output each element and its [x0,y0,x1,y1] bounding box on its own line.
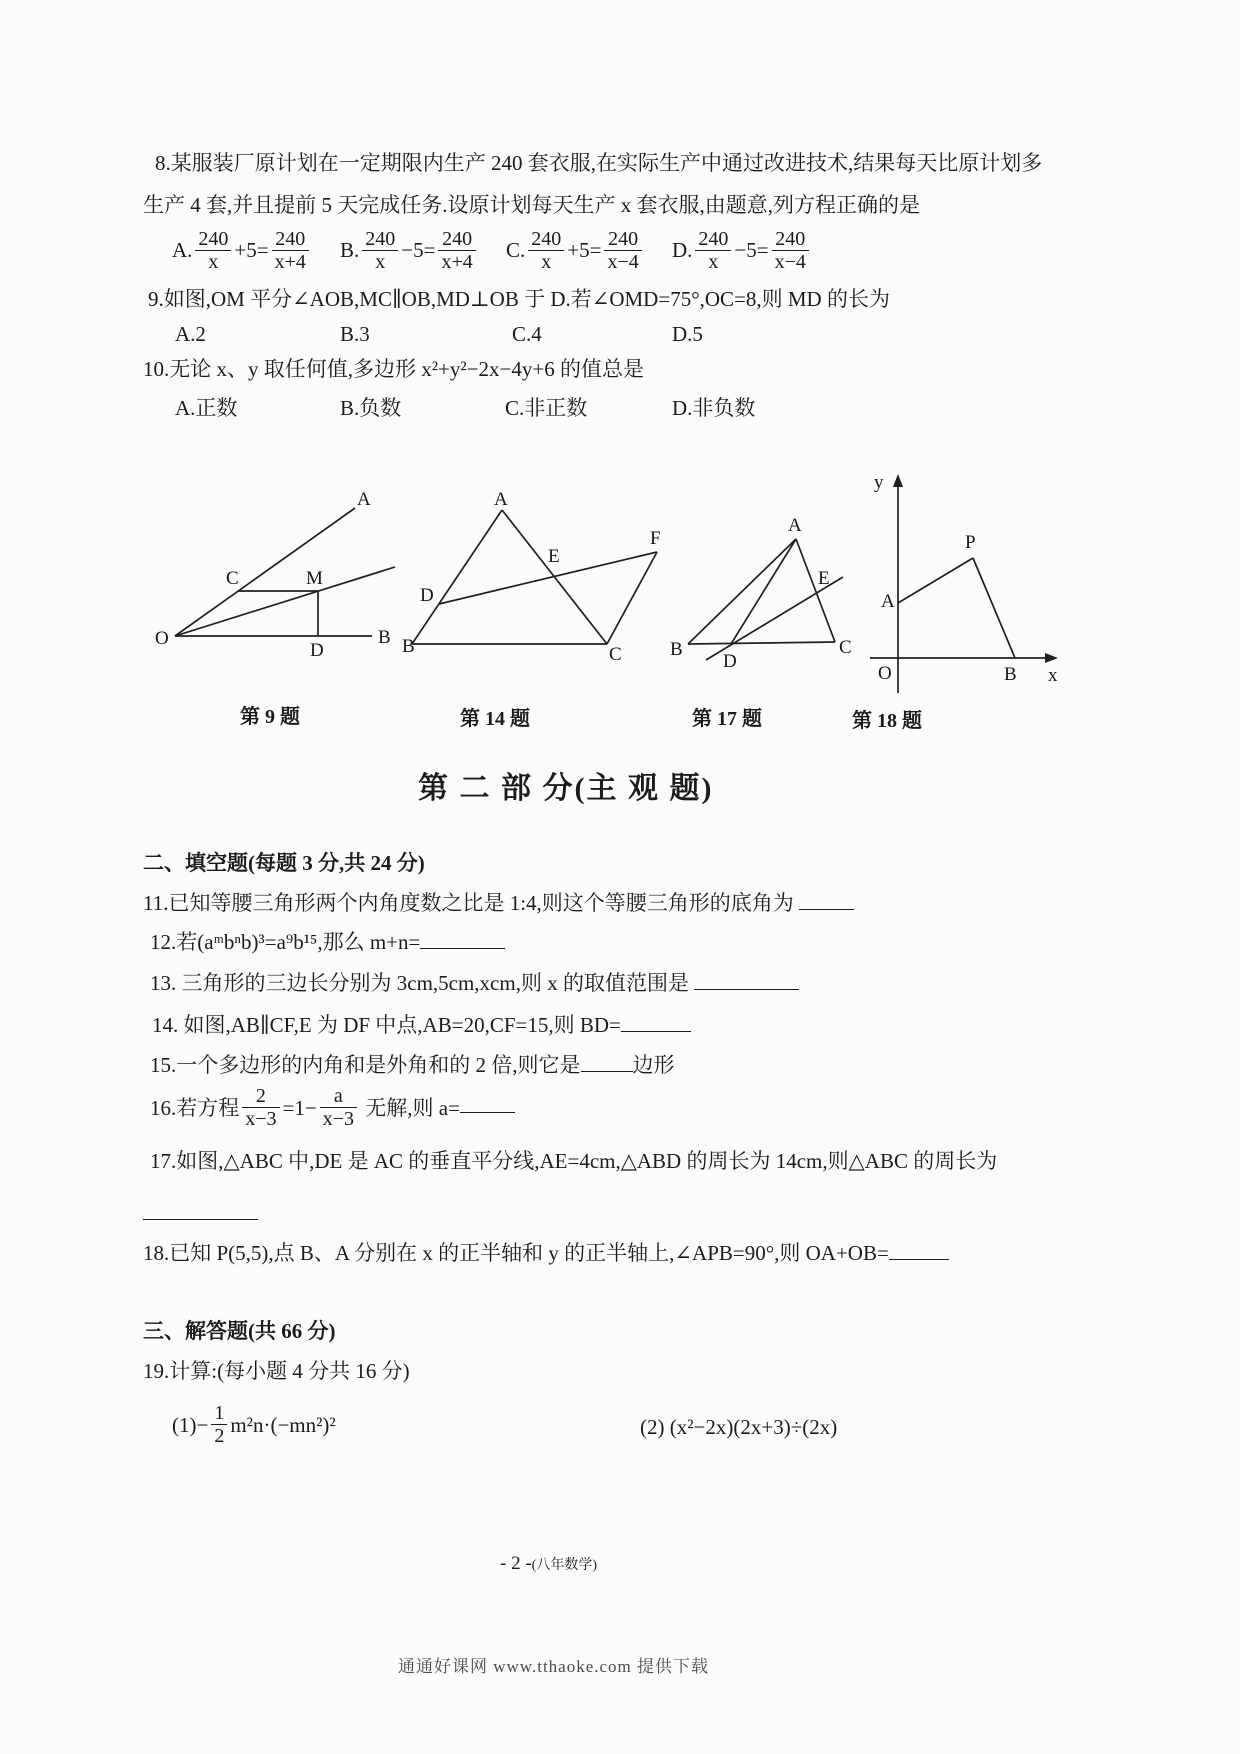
fraction [604,228,641,274]
q18-label: 18.已知 P(5,5),点 B、A 分别在 x 的正半轴和 y 的正半轴上,∠APB=90°,则 OA+OB= [143,1241,889,1266]
q19-1-expression: m²n·(−mn²)² [230,1412,336,1437]
figure-q17 [668,514,873,689]
figure-q17-line-AD [731,539,796,644]
q15-text [150,1050,675,1078]
q19-item-2: (2) (x²−2x)(2x+3)÷(2x) [640,1415,838,1439]
fraction-denominator: 2 [211,1424,227,1447]
fraction-denominator: x−4 [772,250,809,273]
point-label: O [155,628,169,649]
q9-text: 9.如图,OM 平分∠AOB,MC∥OB,MD⊥OB 于 D.若∠OMD=75°,OC=8,则 MD 的长为 [148,287,890,311]
point-label: C [839,637,852,658]
point-label: C [226,568,239,589]
q8-text-line2: 生产 4 套,并且提前 5 天完成任务.设原计划每天生产 x 套衣服,由题意,列方程正确的是 [143,193,920,217]
point-label: A [357,489,371,510]
q9-option-a: A.2 [175,322,206,346]
figure-q18-line-PB [973,558,1015,658]
q10-option-a: A.正数 [175,396,238,420]
q19-item-1 [172,1402,336,1448]
q17-blank [143,1198,258,1220]
fraction [195,228,231,274]
q17-blank-row [143,1198,258,1226]
q18-blank [889,1238,949,1260]
figure-q18-caption: 第 18 题 [852,710,922,732]
q8-option-a-op: +5= [234,238,269,263]
q16-text [150,1085,515,1131]
point-label: E [548,546,560,567]
q10-option-b: B.负数 [340,396,402,420]
q19-head: 19.计算:(每小题 4 分共 16 分) [143,1359,410,1383]
q8-option-b-op: −5= [401,238,436,263]
q12-blank [420,927,505,949]
fraction [695,228,731,274]
figure-q14-caption: 第 14 题 [460,708,530,730]
q16-label-mid: =1− [282,1095,317,1120]
point-label: O [878,663,892,684]
q11-blank [799,888,854,910]
part2-heading: 第 二 部 分(主 观 题) [418,772,714,805]
point-label: D [310,640,324,661]
fraction-numerator: 240 [608,228,639,250]
page-number-label: (八年数学) [531,1558,597,1573]
q13-blank [694,968,799,990]
q16-label-pre: 16.若方程 [150,1095,240,1120]
fraction-denominator: x−4 [604,250,641,273]
page-number: - 2 - [500,1553,532,1574]
q8-option-b-label: B. [340,238,360,263]
point-label: B [378,627,391,648]
page-footer [500,1553,597,1575]
figure-q17-line-AC [796,539,835,642]
q14-text [152,1010,691,1038]
fraction-numerator: 240 [442,228,473,250]
point-label: B [402,636,415,657]
fraction [438,228,475,274]
q8-option-d-op: −5= [734,238,769,263]
q8-option-d-label: D. [672,238,693,263]
figure-q14-line-CF [607,552,657,644]
q15-blank [581,1050,633,1072]
q17-text: 17.如图,△ABC 中,DE 是 AC 的垂直平分线,AE=4cm,△ABD 的周长为 14cm,则△ABC 的周长为 [150,1149,998,1173]
fraction-numerator: a [333,1085,343,1107]
q15-label-pre: 15.一个多边形的内角和是外角和的 2 倍,则它是 [150,1053,581,1078]
figure-q17-line-AB [688,539,796,644]
q8-option-a [172,228,312,274]
q10-text: 10.无论 x、y 取任何值,多边形 x²+y²−2x−4y+6 的值总是 [143,357,644,381]
fraction [362,228,398,274]
axis-label: y [874,472,884,493]
figure-q14 [402,492,677,677]
solve-section-header: 三、解答题(共 66 分) [143,1319,336,1343]
q8-option-a-label: A. [172,238,193,263]
q8-option-c-op: +5= [567,238,602,263]
fraction-denominator: x [195,250,231,273]
q14-label: 14. 如图,AB∥CF,E 为 DF 中点,AB=20,CF=15,则 BD= [152,1013,621,1038]
figure-q18-x-arrow [1045,653,1058,663]
fraction-denominator: x−3 [320,1107,357,1130]
q10-option-d: D.非负数 [672,396,756,420]
q10-option-c: C.非正数 [505,396,588,420]
fraction-denominator: x+4 [438,250,475,273]
q13-label: 13. 三角形的三边长分别为 3cm,5cm,xcm,则 x 的取值范围是 [150,971,689,996]
fraction-numerator: 240 [775,228,806,250]
q13-text [150,968,799,996]
point-label: A [494,492,508,510]
figure-q17-line-DE [706,577,843,660]
q16-label-post: 无解,则 a= [365,1095,460,1120]
fraction-numerator: 240 [275,228,306,250]
figure-q17-line-BC [688,642,835,644]
axis-label: x [1048,665,1058,686]
point-label: P [965,532,976,553]
q15-label-post: 边形 [632,1053,675,1078]
q11-label: 11.已知等腰三角形两个内角度数之比是 1:4,则这个等腰三角形的底角为 [143,891,794,916]
q9-option-c: C.4 [512,322,542,346]
q11-text [143,888,854,916]
q8-text-line1: 8.某服装厂原计划在一定期限内生产 240 套衣服,在实际生产中通过改进技术,结果每天比原计划多 [155,151,1043,175]
fraction-denominator: x [362,250,398,273]
fill-section-header: 二、填空题(每题 3 分,共 24 分) [143,851,425,875]
q9-option-d: D.5 [672,322,703,346]
fraction-numerator: 240 [198,228,229,250]
q19-1-label: (1)− [172,1412,209,1437]
fraction-numerator: 1 [214,1402,225,1424]
fraction [211,1402,227,1448]
point-label: C [609,644,622,665]
q8-option-d [672,228,812,274]
figure-q9-caption: 第 9 题 [240,706,300,728]
figure-q18-y-arrow [893,474,903,487]
point-label: B [670,639,683,660]
figure-q9-ray-OA [175,508,355,636]
point-label: F [650,528,661,549]
fraction-denominator: x [528,250,564,273]
q8-option-b [340,228,479,274]
figure-q14-line-AB [412,510,502,644]
q18-text [143,1238,949,1266]
fraction-denominator: x+4 [272,250,309,273]
fraction [772,228,809,274]
q14-blank [621,1010,691,1032]
fraction [320,1085,357,1131]
fraction [272,228,309,274]
point-label: D [420,585,434,606]
point-label: M [306,568,323,589]
fraction [242,1085,279,1131]
point-label: D [723,651,737,672]
figure-q9 [150,478,402,678]
figure-q9-ray-OM [175,567,395,636]
figure-q18 [868,468,1068,703]
point-label: A [788,515,802,536]
fraction-numerator: 240 [698,228,729,250]
q8-option-c [506,228,645,274]
watermark-text: 通通好课网 www.tthaoke.com 提供下载 [398,1657,710,1676]
fraction [528,228,564,274]
figure-q17-caption: 第 17 题 [692,708,762,730]
q9-option-b: B.3 [340,322,370,346]
fraction-numerator: 240 [531,228,562,250]
q12-label: 12.若(aᵐbⁿb)³=a⁹b¹⁵,那么 m+n= [150,930,421,955]
point-label: A [881,591,895,612]
point-label: E [818,568,830,589]
fraction-numerator: 240 [365,228,396,250]
q16-blank [460,1091,515,1113]
q12-text [150,927,505,955]
q8-option-c-label: C. [506,238,526,263]
figure-q18-line-AP [898,558,973,603]
point-label: B [1004,664,1017,685]
fraction-denominator: x−3 [242,1107,279,1130]
fraction-denominator: x [695,250,731,273]
fraction-numerator: 2 [255,1085,266,1107]
